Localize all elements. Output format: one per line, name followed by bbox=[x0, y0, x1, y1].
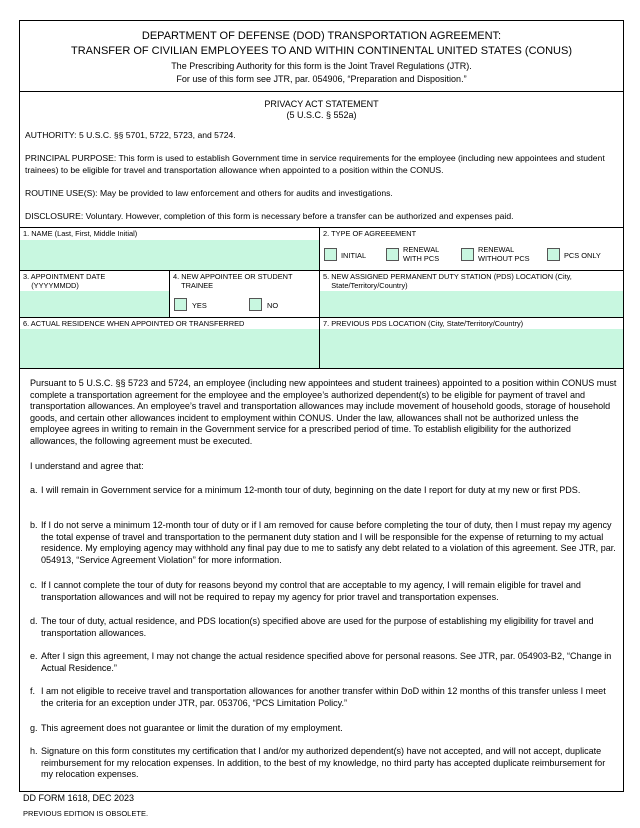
item-text: The tour of duty, actual residence, and PDS location(s) specified above are used for the purpose of establishing my eligibility for travel and transportation allowances. bbox=[41, 616, 594, 638]
name-input[interactable] bbox=[20, 240, 319, 270]
previous-pds-label: 7. PREVIOUS PDS LOCATION (City, State/Territory/Country) bbox=[323, 319, 524, 328]
agreement-item-f bbox=[30, 686, 618, 709]
renewal-without-pcs-label: RENEWAL WITHOUT PCS bbox=[478, 245, 530, 263]
agreement-item-b bbox=[30, 520, 618, 566]
agreement-item-a bbox=[30, 485, 618, 497]
pcs-only-label: PCS ONLY bbox=[564, 251, 601, 260]
item-text: If I cannot complete the tour of duty for reasons beyond my control that are acceptable to my agency, I will remain eligible for travel and transportation allowances and will not be required to repay my agency for prior travel and transportation expenses. bbox=[41, 580, 581, 602]
form-title-line-2: TRANSFER OF CIVILIAN EMPLOYEES TO AND WITHIN CONTINENTAL UNITED STATES (CONUS) bbox=[71, 45, 572, 57]
pcs-only-checkbox[interactable] bbox=[547, 248, 560, 261]
actual-residence-input[interactable] bbox=[20, 329, 319, 368]
agreement-type-cell bbox=[320, 228, 623, 271]
renewal-without-pcs-checkbox[interactable] bbox=[461, 248, 474, 261]
agreement-type-label: 2. TYPE OF AGREEEMENT bbox=[323, 229, 417, 238]
yes-label: YES bbox=[192, 301, 207, 310]
privacy-authority: AUTHORITY: 5 U.S.C. §§ 5701, 5722, 5723, and 5724. bbox=[25, 130, 236, 140]
no-checkbox[interactable] bbox=[249, 298, 262, 311]
appointment-date-label: 3. APPOINTMENT DATE (YYYYMMDD) bbox=[23, 272, 106, 290]
yes-checkbox[interactable] bbox=[174, 298, 187, 311]
appointment-date-cell bbox=[20, 271, 170, 318]
item-marker: d. bbox=[30, 616, 38, 626]
item-text: Signature on this form constitutes my certification that I and/or my authorized dependent(s) have not accepted, and will not accept, duplicate reimbursement for my relocation expenses. In addition, to the best of my knowledge, no third party has accepted duplicate reimbursement for my relocation expenses. bbox=[41, 746, 606, 779]
actual-residence-cell bbox=[20, 318, 320, 369]
agreement-item-h bbox=[30, 746, 618, 781]
item-marker: a. bbox=[30, 485, 38, 495]
form-identifier: DD FORM 1618, DEC 2023 bbox=[23, 793, 135, 803]
previous-pds-input[interactable] bbox=[320, 329, 623, 368]
initial-checkbox[interactable] bbox=[324, 248, 337, 261]
item-marker: c. bbox=[30, 580, 38, 590]
renewal-with-pcs-label: RENEWAL WITH PCS bbox=[403, 245, 440, 263]
item-text: I will remain in Government service for a minimum 12-month tour of duty, beginning on the date I report for duty at my new or first PDS. bbox=[41, 485, 581, 495]
initial-option-label: INITIAL bbox=[341, 251, 367, 260]
appointment-date-input[interactable] bbox=[20, 291, 169, 317]
agreement-item-g bbox=[30, 723, 618, 735]
item-text: I am not eligible to receive travel and transportation allowances for another transfer within DoD within 12 months of this transfer unless I meet the criteria for an exception under JTR, par. 053706, “PCS Limitation Policy.” bbox=[41, 686, 606, 708]
new-appointee-cell bbox=[170, 271, 320, 318]
item-marker: g. bbox=[30, 723, 38, 733]
item-marker: e. bbox=[30, 651, 38, 661]
form-use-reference: For use of this form see JTR, par. 054906, “Preparation and Disposition.” bbox=[176, 74, 467, 84]
privacy-act-statement bbox=[20, 92, 623, 228]
agreement-understand: I understand and agree that: bbox=[30, 461, 144, 471]
privacy-subtitle: (5 U.S.C. § 552a) bbox=[286, 110, 357, 120]
previous-pds-cell bbox=[320, 318, 623, 369]
dd-form-1618 bbox=[19, 20, 624, 792]
new-pds-label: 5. NEW ASSIGNED PERMANENT DUTY STATION (PDS) LOCATION (City, State/Territory/Country) bbox=[323, 272, 572, 290]
form-header bbox=[20, 21, 623, 92]
item-text: If I do not serve a minimum 12-month tour of duty or if I am removed for cause before completing the tour of duty, then I must repay my agency the total expense of travel and transportation to the permanent duty station and I will be responsible for the expense of returning to my actual residence. My employing agency may withhold any final pay due to me to satisfy any debt related to a violation of this agreement. See JTR, par. 054913, “Service Agreement Violation” for more information. bbox=[41, 520, 616, 565]
no-label: NO bbox=[267, 301, 279, 310]
obsolete-notice: PREVIOUS EDITION IS OBSOLETE. bbox=[23, 809, 149, 818]
name-label: 1. NAME (Last, First, Middle Initial) bbox=[23, 229, 138, 238]
agreement-item-c bbox=[30, 580, 618, 603]
item-marker: f. bbox=[30, 686, 36, 696]
agreement-item-d bbox=[30, 616, 618, 639]
actual-residence-label: 6. ACTUAL RESIDENCE WHEN APPOINTED OR TRANSFERRED bbox=[23, 319, 245, 328]
prescribing-authority: The Prescribing Authority for this form is the Joint Travel Regulations (JTR). bbox=[171, 61, 472, 71]
agreement-body bbox=[20, 372, 623, 792]
form-title-line-1: DEPARTMENT OF DEFENSE (DOD) TRANSPORTATION AGREEMENT: bbox=[141, 30, 502, 42]
new-pds-input[interactable] bbox=[320, 291, 623, 317]
agreement-item-e bbox=[30, 651, 618, 674]
renewal-with-pcs-checkbox[interactable] bbox=[386, 248, 399, 261]
privacy-routine-use: ROUTINE USE(S): May be provided to law enforcement and others for audits and investigations. bbox=[25, 188, 393, 198]
item-text: This agreement does not guarantee or limit the duration of my employment. bbox=[41, 723, 343, 733]
new-appointee-label: 4. NEW APPOINTEE OR STUDENT TRAINEE bbox=[173, 272, 293, 290]
item-marker: h. bbox=[30, 746, 38, 756]
agreement-intro: Pursuant to 5 U.S.C. §§ 5723 and 5724, an employee (including new appointees and student trainees) appointed to a position within CONUS must complete a transportation agreement for the employee and the employee’s authorized dependent(s) to be eligible for payment of travel and transportation allowances. An employee’s travel and transportation allowances may include movement of household goods, storage of household goods, and certain other allowances incident to employment within CONUS. Under the law, allowances shall not be authorized unless the employee agrees in writing to remain in the Government service for a prescribed period of time. To establish eligibility for the authorized allowances, the following agreement must be executed. bbox=[30, 378, 617, 446]
privacy-title: PRIVACY ACT STATEMENT bbox=[264, 99, 379, 109]
item-text: After I sign this agreement, I may not change the actual residence specified above for personal reasons. See JTR, par. 054903-B2, “Change in Actual Residence.” bbox=[41, 651, 612, 673]
new-pds-cell bbox=[320, 271, 623, 318]
item-marker: b. bbox=[30, 520, 38, 530]
name-cell bbox=[20, 228, 320, 271]
privacy-disclosure: DISCLOSURE: Voluntary. However, completion of this form is necessary before a transfer can be authorized and expenses paid. bbox=[25, 211, 514, 221]
privacy-purpose: PRINCIPAL PURPOSE: This form is used to establish Government time in service requirements for the employee (including new appointees and student trainees) to be eligible for travel and transportation allowance when appointed to a position within the CONUS. bbox=[25, 153, 605, 175]
